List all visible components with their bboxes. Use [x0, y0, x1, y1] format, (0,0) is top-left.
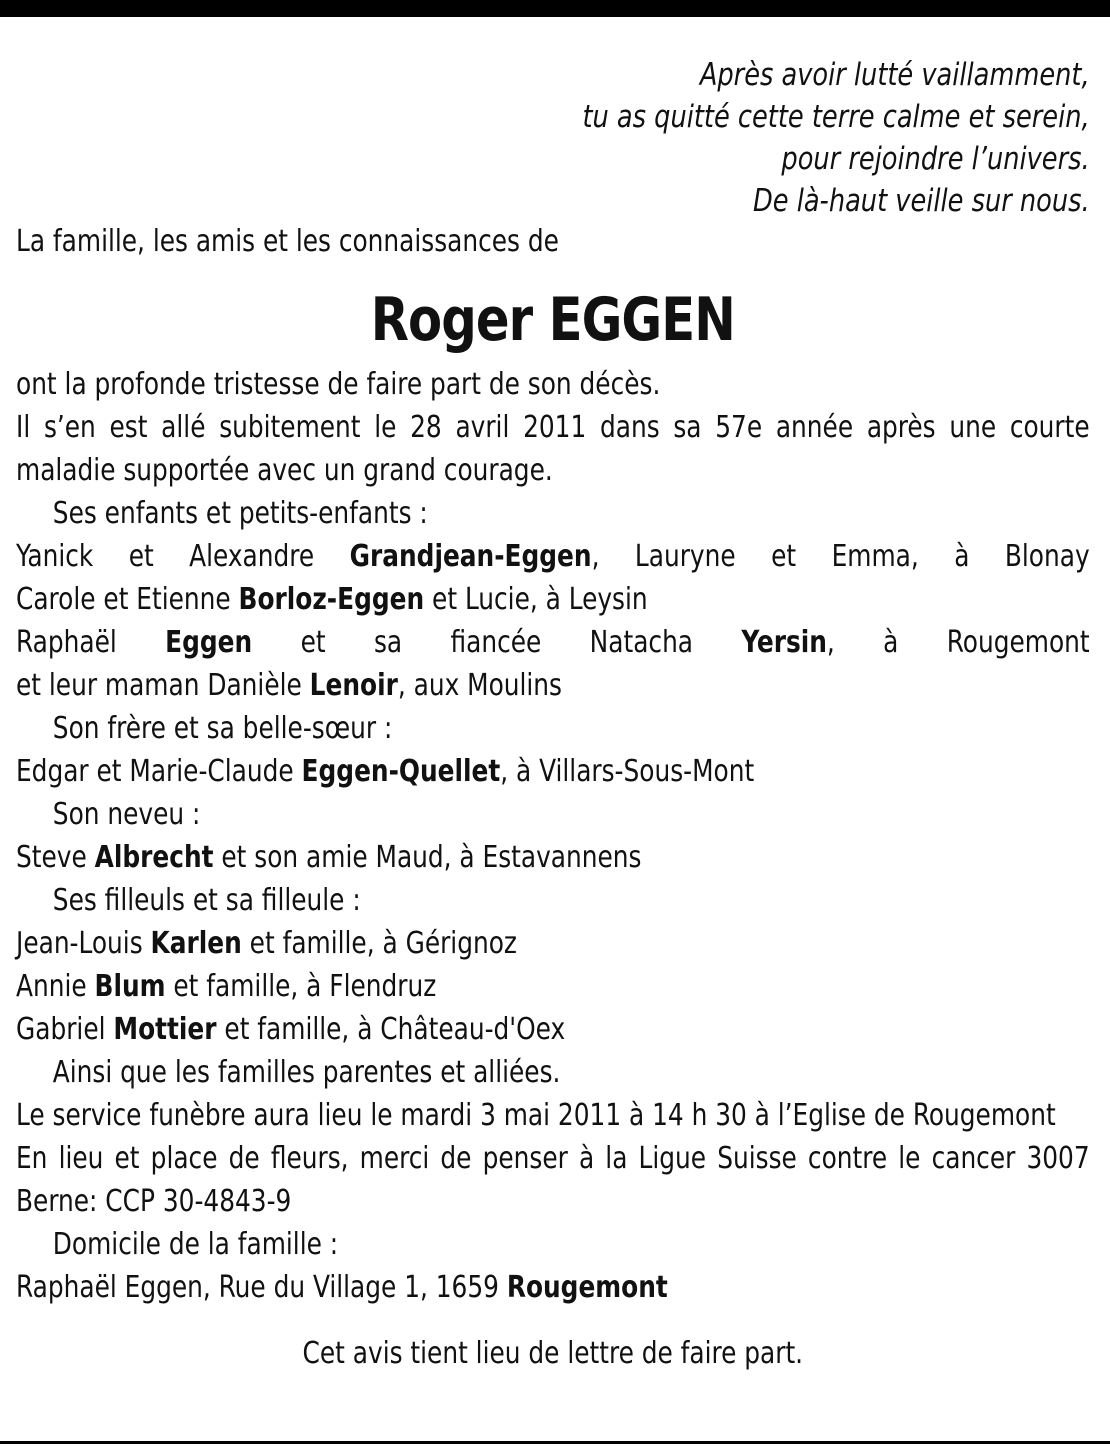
domicile-address	[16, 1266, 1090, 1309]
poem-line: tu as quitté cette terre calme et serein,	[582, 99, 1090, 135]
family-surname: Eggen-Quellet	[301, 754, 501, 789]
family-line	[16, 750, 1090, 793]
godchildren-heading: Ses filleuls et sa filleule :	[52, 883, 361, 918]
top-border-rule	[0, 0, 1110, 17]
family-surname: Albrecht	[94, 840, 214, 875]
family-surname: Grandjean-Eggen	[349, 539, 592, 574]
domicile-town: Rougemont	[506, 1270, 668, 1305]
poem	[16, 54, 1090, 222]
poem-line: pour rejoindre l’univers.	[781, 141, 1090, 177]
family-surname: Mottier	[113, 1012, 217, 1047]
family-line-text: Steve	[16, 840, 95, 875]
relatives-line: Ainsi que les familles parentes et alliées.	[52, 1055, 561, 1090]
deceased-name: Roger EGGEN	[370, 285, 735, 355]
family-line-text: et leur maman Danièle	[16, 668, 310, 703]
family-line	[16, 922, 1090, 965]
family-line-text: Annie	[16, 969, 95, 1004]
family-line	[16, 965, 1090, 1008]
family-surname: Lenoir	[309, 668, 398, 703]
family-line-text: et Lucie, à Leysin	[424, 582, 648, 617]
closing-note: Cet avis tient lieu de lettre de faire part.	[302, 1336, 804, 1371]
donation-paragraph: En lieu et place de fleurs, merci de penser à la Ligue Suisse contre le cancer 3007 Berne: CCP 30-4843-9	[16, 1141, 1090, 1219]
children-heading: Ses enfants et petits-enfants :	[52, 496, 428, 531]
family-surname: Karlen	[150, 926, 242, 961]
family-line-text: et son amie Maud, à Estavannens	[213, 840, 642, 875]
poem-line: Après avoir lutté vaillamment,	[699, 57, 1090, 93]
family-line-text: et sa fiancée Natacha	[252, 625, 742, 660]
nephew-heading: Son neveu :	[52, 797, 201, 832]
family-line	[16, 836, 1090, 879]
family-line-text: , à Rougemont	[826, 625, 1090, 660]
bottom-border-rule	[0, 1441, 1110, 1444]
family-surname: Blum	[94, 969, 166, 1004]
family-line	[16, 664, 1090, 707]
poem-line: De là-haut veille sur nous.	[753, 183, 1090, 219]
family-line	[16, 578, 1090, 621]
domicile-heading: Domicile de la famille :	[52, 1227, 339, 1262]
family-line-text: Carole et Etienne	[16, 582, 239, 617]
service-paragraph: Le service funèbre aura lieu le mardi 3 mai 2011 à 14 h 30 à l’Eglise de Rougemont	[16, 1098, 1056, 1133]
family-line-text: Jean-Louis	[16, 926, 151, 961]
family-line-text: et famille, à Gérignoz	[241, 926, 517, 961]
family-line	[16, 535, 1090, 578]
family-line	[16, 1008, 1090, 1051]
family-line	[16, 621, 1090, 664]
family-surname: Yersin	[741, 625, 827, 660]
family-line-text: Edgar et Marie-Claude	[16, 754, 302, 789]
domicile-address-text: Raphaël Eggen, Rue du Village 1, 1659	[16, 1270, 507, 1305]
family-surname: Borloz-Eggen	[238, 582, 425, 617]
family-line-text: , Lauryne et Emma, à Blonay	[591, 539, 1090, 574]
family-line-text: Yanick et Alexandre	[16, 539, 350, 574]
obituary-notice	[16, 54, 1090, 1375]
siblings-heading: Son frère et sa belle-sœur :	[52, 711, 393, 746]
family-line-text: , à Villars-Sous-Mont	[500, 754, 755, 789]
family-line-text: Gabriel	[16, 1012, 114, 1047]
family-line-text: et famille, à Château-d'Oex	[216, 1012, 566, 1047]
family-line-text: , aux Moulins	[397, 668, 562, 703]
announcement-paragraph: Il s’en est allé subitement le 28 avril 2011 dans sa 57e année après une courte maladie supportée avec un grand courage.	[16, 410, 1090, 488]
family-surname: Eggen	[165, 625, 253, 660]
family-line-text: et famille, à Flendruz	[165, 969, 437, 1004]
announcement-line: ont la profonde tristesse de faire part de son décès.	[16, 367, 661, 402]
intro-text: La famille, les amis et les connaissances de	[16, 224, 559, 259]
family-line-text: Raphaël	[16, 625, 166, 660]
